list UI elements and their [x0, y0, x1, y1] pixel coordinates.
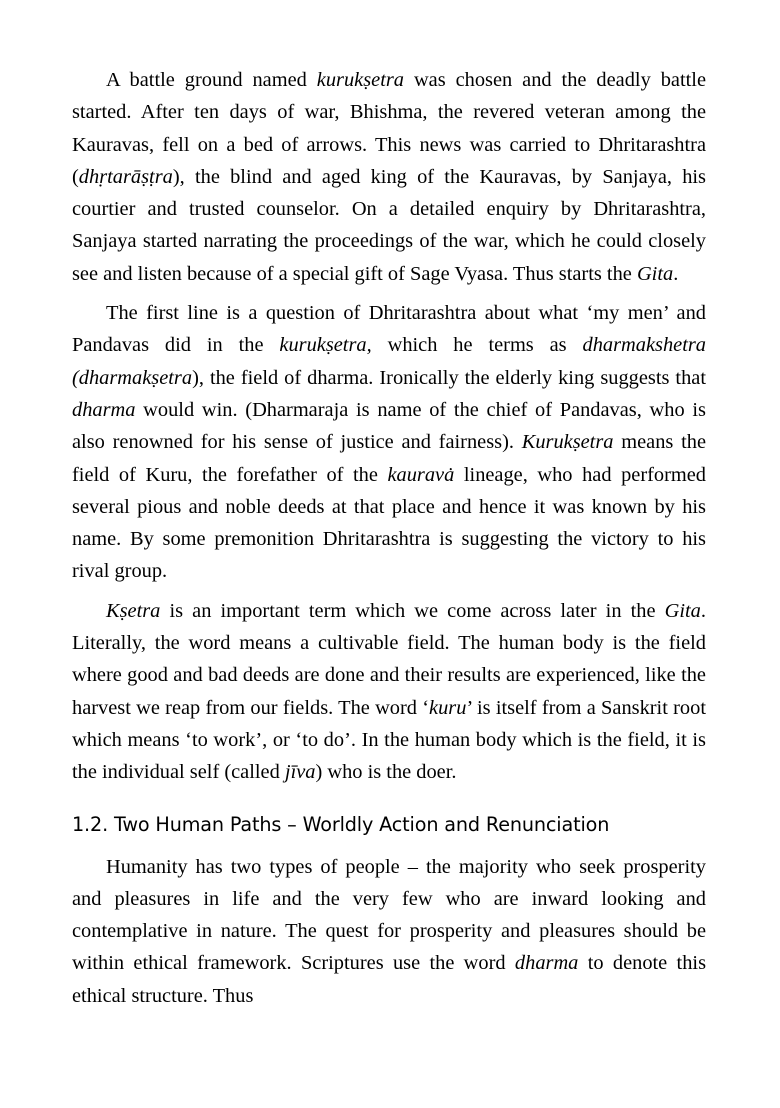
- italic-term: Gita: [636, 262, 674, 285]
- italic-term: kurukṣetra,: [279, 334, 372, 357]
- italic-term: dhṛtarāṣṭra: [78, 165, 173, 188]
- paragraph-2: The first line is a question of Dhritarashtra about what ‘my men’ and Pandavas did in the kurukṣetra, which he terms as dharmakshetra (dharmakṣetra), the field of dharma. Ironically the elderly king suggests that dharma would win. (Dharmaraja is name of the chief of Pandavas, who is also renowned for his sense of justice and fairness). Kurukṣetra means the field of Kuru, the forefather of the kauravȧ lineage, who had performed several pious and noble deeds at that place and hence it was known by his name. By some premonition Dhritarashtra is suggesting the victory to his rival group.: [72, 302, 706, 583]
- italic-term: jīva: [284, 761, 316, 784]
- section-heading-wrapper: [72, 810, 706, 840]
- page-text-block: [72, 64, 706, 1012]
- italic-term: Kṣetra: [106, 599, 161, 622]
- paragraph-4: Humanity has two types of people – the majority who seek prosperity and pleasures in life and the very few who are inward looking and contemplative in nature. The quest for prosperity and pleasures should be within ethical framework. Scriptures use the word dharma to denote this ethical structure. Thus: [72, 855, 707, 1007]
- paragraph-3: Kṣetra is an important term which we come across later in the Gita. Literally, the word means a cultivable field. The human body is the field where good and bad deeds are done and their results are experienced, like the harvest we reap from our fields. The word ‘kuru’ is itself from a Sanskrit root which means ‘to work’, or ‘to do’. In the human body which is the field, it is the individual self (called jīva) who is the doer.: [72, 599, 706, 784]
- italic-term: kauravȧ: [387, 463, 455, 486]
- italic-term: Gita: [664, 599, 701, 622]
- italic-term: Kurukṣetra: [521, 431, 614, 454]
- italic-term: dharma: [514, 952, 579, 975]
- italic-term: kuru: [429, 696, 467, 719]
- paragraph-1: A battle ground named kurukṣetra was chosen and the deadly battle started. After ten days of war, Bhishma, the revered veteran among the Kauravas, fell on a bed of arrows. This news was carried to Dhritarashtra (dhṛtarāṣṭra), the blind and aged king of the Kauravas, by Sanjaya, his courtier and trusted counselor. On a detailed enquiry by Dhritarashtra, Sanjaya started narrating the proceedings of the war, which he could closely see and listen because of a special gift of Sage Vyasa. Thus starts the Gita.: [72, 69, 707, 285]
- section-heading: 1.2. Two Human Paths – Worldly Action and Renunciation: [72, 812, 610, 836]
- italic-term: kurukṣetra: [316, 69, 405, 91]
- italic-term: dharmakshetra (dharmakṣetra: [72, 334, 706, 389]
- italic-term: dharma: [72, 398, 136, 421]
